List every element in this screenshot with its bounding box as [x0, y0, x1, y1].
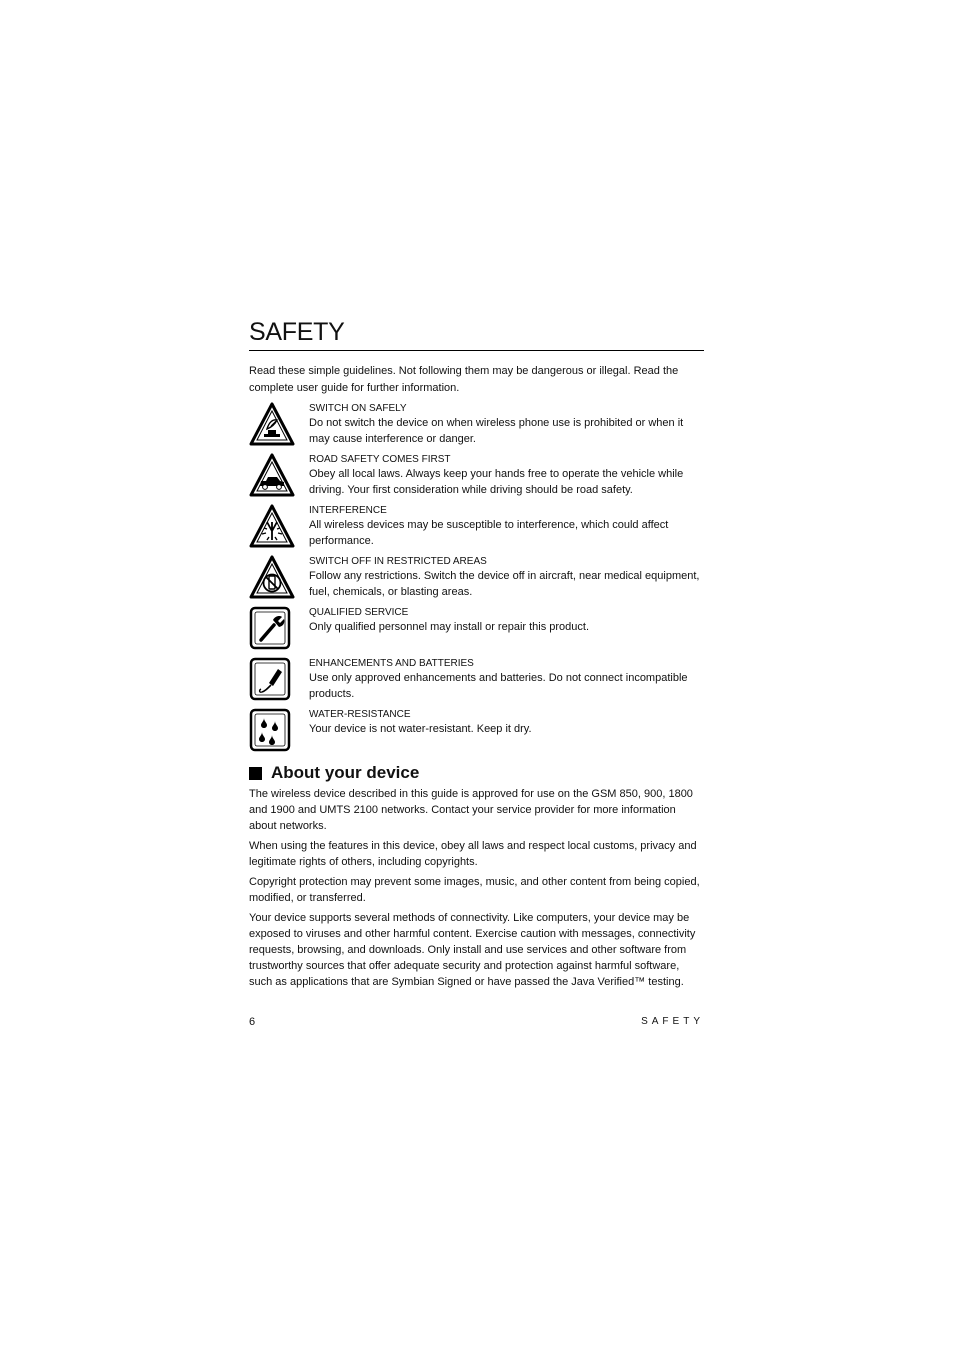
item-heading: SWITCH OFF IN RESTRICTED AREAS	[309, 556, 487, 567]
item-text: Obey all local laws. Always keep your hands free to operate the vehicle while driving. Your first consideration while driving should be road safety.	[309, 468, 684, 496]
car-icon	[249, 453, 295, 497]
paragraph: The wireless device described in this guide is approved for use on the GSM 850, 900, 1800 and 1900 and UMTS 2100 networks. Contact your service provider for more information about networks.	[249, 788, 693, 832]
page-title: SAFETY	[249, 318, 704, 351]
item-heading: WATER-RESISTANCE	[309, 709, 411, 720]
paragraph: When using the features in this device, obey all laws and respect local customs, privacy and legitimate rights of others, including copyrights.	[249, 840, 697, 868]
safety-item	[249, 555, 704, 601]
safety-item	[249, 453, 704, 499]
item-text: Use only approved enhancements and batteries. Do not connect incompatible products.	[309, 672, 688, 700]
item-text: Do not switch the device on when wireless phone use is prohibited or when it may cause interference or danger.	[309, 417, 684, 445]
switch-on-safely-icon	[249, 402, 295, 446]
restricted-area-icon	[249, 555, 295, 599]
item-heading: ROAD SAFETY COMES FIRST	[309, 454, 451, 465]
item-text: Your device is not water-resistant. Keep it dry.	[309, 723, 532, 735]
item-heading: SWITCH ON SAFELY	[309, 403, 407, 414]
intro-text: Read these simple guidelines. Not following them may be dangerous or illegal. Read the complete user guide for further information.	[249, 365, 679, 394]
safety-item	[249, 606, 704, 652]
page	[249, 318, 704, 994]
item-heading: QUALIFIED SERVICE	[309, 607, 409, 618]
item-heading: INTERFERENCE	[309, 505, 387, 516]
interference-icon	[249, 504, 295, 548]
safety-item	[249, 402, 704, 448]
paragraph: Your device supports several methods of connectivity. Like computers, your device may be exposed to viruses and other harmful content. Exercise caution with messages, connectivity requests, browsing, and downloads. Only install and use services and other software from trustworthy sources that offer adequate security and protection against harmful software, such as applications that are Symbian Signed or have passed the Java Verified™ testing.	[249, 912, 696, 988]
safety-item	[249, 708, 704, 754]
running-title: SAFETY	[641, 1016, 704, 1027]
wrench-icon	[249, 606, 295, 650]
item-text: All wireless devices may be susceptible to interference, which could affect performance.	[309, 519, 669, 547]
page-footer	[249, 1014, 704, 1030]
section-title: About your device	[271, 763, 420, 782]
section-heading	[249, 763, 704, 783]
item-text: Follow any restrictions. Switch the device off in aircraft, near medical equipment, fuel, chemicals, or blasting areas.	[309, 570, 700, 598]
item-heading: ENHANCEMENTS AND BATTERIES	[309, 658, 474, 669]
item-text: Only qualified personnel may install or repair this product.	[309, 621, 590, 633]
plug-icon	[249, 657, 295, 701]
section-bullet-icon	[249, 767, 262, 780]
safety-item	[249, 657, 704, 703]
page-number: 6	[249, 1016, 256, 1028]
paragraph: Copyright protection may prevent some images, music, and other content from being copied, modified, or transferred.	[249, 876, 700, 904]
water-drops-icon	[249, 708, 295, 752]
safety-item	[249, 504, 704, 550]
